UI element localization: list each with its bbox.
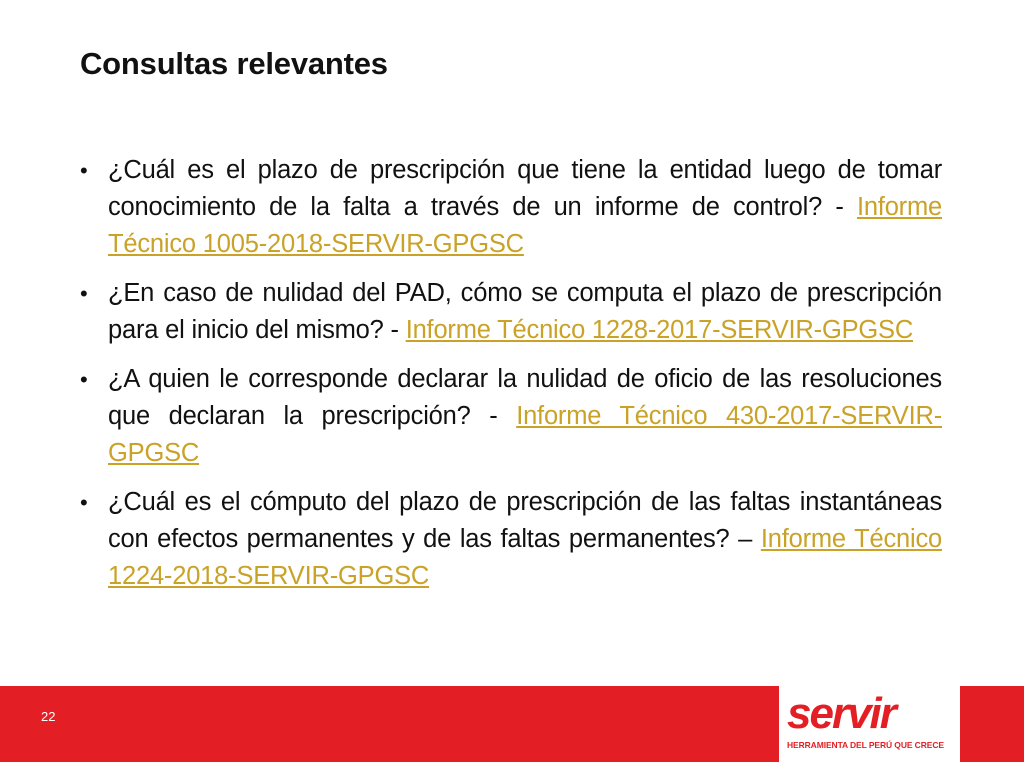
question-text: ¿Cuál es el cómputo del plazo de prescripción de las faltas instantáneas con efectos permanentes y de las faltas permanentes? – [108,488,942,553]
bullet-icon: • [80,281,88,306]
footer-bar [0,686,1024,762]
question-text: ¿A quien le corresponde declarar la nulidad de oficio de las resoluciones que declaran la prescripción? - [108,365,942,430]
bullet-icon: • [80,158,88,183]
question-text: ¿En caso de nulidad del PAD, cómo se computa el plazo de prescripción para el inicio del mismo? - [108,279,942,344]
page-number: 22 [41,709,56,724]
informe-link[interactable]: Informe Técnico 1005-2018-SERVIR-GPGSC [108,193,942,258]
informe-link[interactable]: Informe Técnico 1228-2017-SERVIR-GPGSC [405,316,914,344]
logo-word: servir [787,689,895,738]
list-item [80,152,942,263]
bullet-list [80,152,942,607]
list-item [80,275,942,349]
bullet-icon: • [80,367,88,392]
list-item [80,484,942,595]
servir-logo [779,686,960,762]
informe-link[interactable]: Informe Técnico 430-2017-SERVIR-GPGSC [108,402,942,467]
question-text: ¿Cuál es el plazo de prescripción que tiene la entidad luego de tomar conocimiento de la falta a través de un informe de control? - [108,156,942,221]
slide-title: Consultas relevantes [80,46,388,81]
list-item [80,361,942,472]
informe-link[interactable]: Informe Técnico 1224-2018-SERVIR-GPGSC [108,525,942,590]
logo-tagline: HERRAMIENTA DEL PERÚ QUE CRECE [787,740,944,750]
bullet-icon: • [80,490,88,515]
